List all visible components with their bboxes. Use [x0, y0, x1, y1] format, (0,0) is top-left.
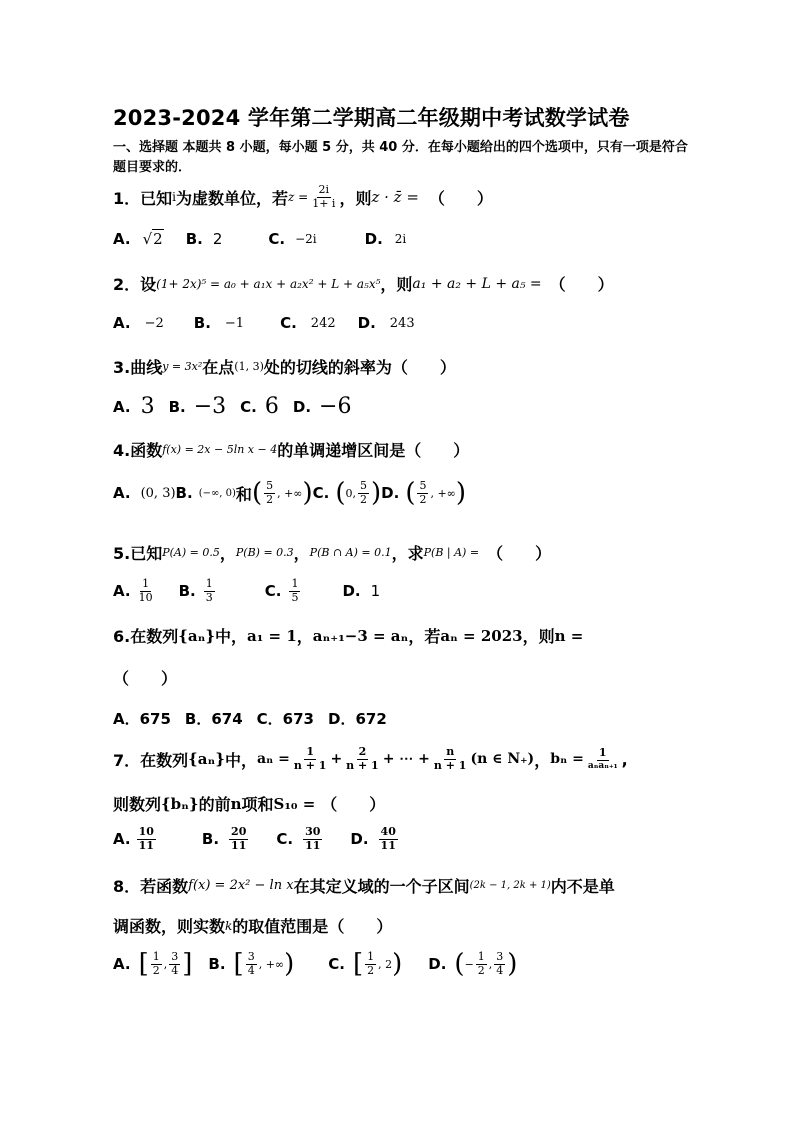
q8-option-a-lbracket: [	[138, 949, 149, 980]
q8-option-c-den: 2	[367, 963, 375, 977]
question-1	[113, 184, 493, 210]
q8-option-d-minus: −	[464, 957, 474, 971]
q8-option-b-den: 4	[247, 963, 255, 977]
q7-line2-a: 则数列	[113, 795, 162, 814]
q1-fraction-num: 2i	[318, 183, 330, 196]
exam-title: 2023-2024 学年第二学期高二年级期中考试数学试卷	[113, 106, 630, 130]
q3-option-d-label: D.	[292, 397, 312, 416]
q8-text2: 内不是单	[550, 877, 615, 896]
q7-plus: +	[330, 751, 343, 768]
q7-comma: ,	[621, 749, 628, 769]
q8-text1: 在其定义域的一个子区间	[293, 877, 470, 896]
q6-option-c: C．673	[256, 710, 314, 728]
q6-option-b: B．674	[184, 710, 243, 728]
q5-ask: P(B | A) =	[423, 546, 480, 559]
q6-text2: ，若	[408, 627, 441, 646]
q1-text1: 为虚数单位，若	[175, 188, 288, 208]
q1-lead: 1．已知	[113, 188, 173, 208]
section-instructions: 一、选择题 本题共 8 小题，每小题 5 分，共 40 分．在每小题给出的四个选项中，只有一项是符合题目要求的．	[113, 140, 688, 175]
q7-text1: 中，	[224, 750, 257, 770]
q7-frac3	[432, 746, 469, 772]
q3-text1: 在点	[202, 358, 235, 377]
q8-option-b-inf: , +∞	[258, 957, 285, 971]
q4-option-c-lparen: (	[335, 478, 346, 509]
q5-options	[113, 578, 380, 604]
q2-option-c: 242	[310, 315, 336, 331]
q4-option-c-left: 0,	[345, 486, 356, 500]
question-8	[113, 874, 615, 897]
q6-a1: a₁ = 1	[247, 626, 297, 645]
q5-option-c-label: C.	[264, 582, 282, 601]
q1-fraction-den: 1+ i	[312, 196, 336, 210]
q4-option-b-inf: , +∞	[277, 486, 303, 500]
q3-options	[113, 394, 351, 419]
q5-option-c-den: 5	[291, 590, 299, 604]
q7-option-b-den: 11	[231, 838, 247, 852]
q6-sep: ，	[296, 627, 313, 646]
question-3	[113, 355, 456, 378]
q2-blank: （ ）	[549, 275, 614, 294]
q1-option-b: 2	[212, 230, 223, 248]
q6-text3: ，则	[522, 627, 555, 646]
q2-option-a-label: A.	[113, 314, 131, 332]
q4-option-d-inf: , +∞	[430, 486, 456, 500]
q7-line2-b: 的前	[198, 795, 231, 814]
q1-fraction	[310, 184, 337, 210]
q8-option-d-den1: 2	[477, 963, 485, 977]
question-7	[113, 746, 628, 772]
q8-line2-a: 调函数，则实数	[113, 917, 226, 936]
q7-dots: + ⋯ +	[382, 751, 430, 768]
q7-option-a-den: 11	[138, 838, 154, 852]
q8-option-a-frac1	[151, 951, 162, 977]
q1-option-a-label: A.	[113, 230, 131, 248]
q7-option-a-label: A.	[113, 830, 131, 849]
q1-option-c-label: C.	[268, 230, 286, 248]
q5-option-b-label: B.	[178, 582, 196, 601]
q1-option-b-label: B.	[185, 230, 203, 248]
q8-option-b-num: 3	[247, 950, 255, 963]
q5-blank: （ ）	[487, 544, 552, 563]
q7-line2-c: 项和	[241, 795, 274, 814]
q5-option-d: 1	[370, 582, 381, 601]
q7-frac1-den: n + 1	[293, 758, 327, 772]
q7-frac4-num: 1	[598, 746, 607, 760]
q3-text2: 处的切线的斜率为	[263, 358, 392, 377]
q8-option-c-right: , 2	[378, 957, 393, 971]
q5-option-b-den: 3	[205, 590, 213, 604]
q7-bn: bₙ =	[550, 751, 584, 768]
q8-option-d-frac2	[494, 951, 505, 977]
q4-option-b-rparen: )	[302, 478, 313, 509]
q8-option-a-num1: 1	[152, 950, 160, 963]
q3-option-b: −3	[193, 394, 227, 419]
q5-option-a-label: A.	[113, 582, 131, 601]
q8-option-d-rparen: )	[507, 949, 518, 980]
q5-option-a-den: 10	[138, 590, 153, 604]
question-5	[113, 541, 551, 564]
q7-frac3-num: n	[446, 745, 455, 758]
q1-imag-unit: i	[172, 190, 176, 205]
q8-option-c-num: 1	[367, 950, 375, 963]
q3-blank: （ ）	[391, 358, 456, 377]
q7-option-a-num: 10	[138, 825, 154, 838]
q7-options	[113, 826, 400, 852]
q5-pa: P(A) = 0.5	[162, 546, 220, 559]
q7-option-c-den: 11	[305, 838, 321, 852]
q2-text1: ，则	[380, 275, 413, 294]
q8-option-c-rparen: )	[392, 949, 403, 980]
q7-option-c-frac	[303, 826, 322, 852]
q8-option-d-lparen: (	[454, 949, 465, 980]
q8-option-a-den1: 2	[152, 963, 160, 977]
q6-ask: n =	[554, 626, 584, 645]
q8-option-d-comma: ,	[488, 957, 493, 971]
q2-option-b: −1	[224, 315, 245, 331]
q8-option-b-lbracket: [	[233, 949, 244, 980]
question-4	[113, 438, 469, 461]
q7-s10: S₁₀ =	[273, 794, 316, 813]
q4-option-c-den: 2	[360, 492, 367, 506]
q8-option-d-label: D.	[428, 955, 447, 974]
q4-option-d-num: 5	[419, 479, 427, 492]
q3-option-d: −6	[319, 394, 352, 419]
q4-option-c-frac	[358, 480, 369, 506]
q8-lead: 8．若函数	[113, 877, 189, 896]
q1-expr: z · z̄ =	[371, 188, 419, 207]
q2-option-a: −2	[144, 315, 164, 331]
q8-option-d-num1: 1	[477, 950, 485, 963]
q7-frac4	[586, 747, 620, 771]
q6-blank-line	[113, 666, 177, 689]
q4-option-c-label: C.	[312, 484, 330, 503]
q4-option-b-label: B.	[175, 484, 193, 503]
q6-recurrence: aₙ₊₁−3 = aₙ	[312, 626, 409, 645]
q7-frac2-num: 2	[358, 745, 367, 758]
q6-options	[113, 708, 387, 729]
q5-option-b-frac	[204, 578, 215, 604]
q5-option-d-label: D.	[342, 582, 361, 601]
q2-option-b-label: B.	[193, 314, 211, 332]
q1-option-c: −2i	[295, 232, 317, 246]
q2-option-c-label: C.	[280, 314, 297, 332]
q7-option-c-label: C.	[276, 830, 294, 849]
q3-option-c-label: C.	[240, 397, 257, 416]
q4-option-d-frac	[417, 480, 428, 506]
q5-sep2: ，	[293, 544, 310, 563]
q7-option-a-frac	[137, 826, 156, 852]
q3-curve: y = 3x²	[162, 360, 203, 373]
q4-option-b-lparen: (	[251, 478, 263, 509]
q7-condition: (n ∈ N₊)	[470, 751, 535, 768]
q4-function: f(x) = 2x − 5ln x − 4	[162, 443, 278, 456]
q7-option-d-den: 11	[380, 838, 396, 852]
q1-text2: ，则	[339, 188, 372, 208]
q8-option-c-lbracket: [	[352, 949, 364, 980]
q7-option-b-label: B.	[201, 830, 220, 849]
q4-option-d-den: 2	[419, 492, 427, 506]
q3-option-a: 3	[140, 394, 155, 419]
q1-option-a-radicand: 2	[153, 230, 163, 248]
q5-option-a-frac	[137, 578, 155, 604]
q6-blank: （ ）	[113, 669, 178, 688]
question-2	[113, 272, 614, 295]
q7-option-d-label: D.	[350, 830, 369, 849]
q6-seq: {aₙ}	[178, 626, 216, 645]
q6-lead: 6.在数列	[113, 627, 179, 646]
q4-option-b-num: 5	[266, 479, 274, 492]
q8-option-a-den2: 4	[171, 963, 179, 977]
q8-option-a-num2: 3	[171, 950, 179, 963]
q2-option-d: 243	[389, 315, 415, 331]
q6-condition: aₙ = 2023	[440, 626, 523, 645]
q7-frac3-den: n + 1	[433, 758, 467, 772]
q7-option-c-num: 30	[305, 825, 321, 838]
q7-frac2	[344, 746, 381, 772]
q3-option-c: 6	[264, 394, 279, 419]
q6-option-a: A．675	[113, 710, 171, 728]
q4-option-b-and: 和	[235, 484, 252, 504]
q4-option-a-label: A.	[113, 484, 131, 503]
q8-function: f(x) = 2x² − ln x	[188, 878, 294, 893]
q8-option-b-label: B.	[208, 955, 226, 974]
q1-option-d: 2i	[394, 232, 407, 246]
q4-option-c-num: 5	[360, 479, 367, 492]
q2-lhs: (1+ 2x)⁵ = a₀ + a₁x + a₂x² + L + a₅x⁵	[156, 276, 381, 291]
question-7-line2	[113, 792, 385, 815]
q7-frac2-den: n + 1	[346, 758, 379, 772]
q5-sep1: ，	[219, 544, 236, 563]
q8-line2-b: 的取值范围是	[232, 917, 329, 936]
q1-option-a: √2	[142, 230, 163, 248]
q4-option-d-lparen: (	[405, 478, 416, 509]
q8-option-a-frac2	[169, 951, 180, 977]
q7-frac4-den: aₙaₙ₊₁	[587, 760, 618, 771]
q8-blank: （ ）	[328, 917, 393, 936]
q8-option-b-frac	[246, 951, 257, 977]
q7-an: aₙ =	[256, 751, 290, 768]
q1-z-eq: z =	[288, 190, 309, 205]
q8-option-c-label: C.	[328, 955, 345, 974]
q4-option-d-label: D.	[381, 484, 400, 503]
q8-option-d-den2: 4	[496, 963, 504, 977]
q7-option-b-frac	[229, 826, 248, 852]
q8-option-a-comma: ,	[163, 957, 168, 971]
q5-pab: P(B ∩ A) = 0.1	[309, 546, 392, 559]
q7-option-d-frac	[379, 826, 398, 852]
q5-option-c-num: 1	[291, 577, 299, 590]
q8-option-a-rbracket: ]	[182, 949, 193, 980]
q6-option-d: D．672	[328, 710, 387, 728]
q8-option-b-rparen: )	[284, 949, 295, 980]
q4-blank: （ ）	[405, 441, 470, 460]
q3-option-b-label: B.	[168, 397, 186, 416]
q7-option-b-num: 20	[231, 825, 247, 838]
q7-frac1-num: 1	[306, 745, 314, 758]
q2-option-d-label: D.	[357, 314, 376, 332]
q7-blank: （ ）	[321, 795, 386, 814]
q8-option-d-frac1	[476, 951, 487, 977]
q3-lead: 3.曲线	[113, 358, 163, 377]
q5-option-b-num: 1	[205, 577, 213, 590]
q3-option-a-label: A.	[113, 397, 131, 416]
q8-option-c-frac	[365, 951, 376, 977]
q7-option-d-num: 40	[380, 825, 396, 838]
q6-text1: 中，	[215, 627, 248, 646]
q8-interval: (2k − 1, 2k + 1)	[469, 880, 551, 891]
q3-point: (1, 3)	[234, 360, 264, 373]
q5-option-a-num: 1	[142, 577, 150, 590]
q5-text1: ，求	[391, 544, 424, 563]
q7-n: n	[230, 794, 242, 813]
question-6	[113, 624, 583, 647]
q4-option-c-rparen: )	[371, 478, 382, 509]
q4-option-b-frac	[264, 480, 275, 506]
q8-option-a-label: A.	[113, 955, 131, 974]
q7-lead: 7．在数列	[113, 750, 189, 770]
q4-option-a: (0, 3)	[140, 485, 176, 501]
q4-lead: 4.函数	[113, 441, 163, 460]
q8-option-d-num2: 3	[496, 950, 504, 963]
q7-seqb: {bₙ}	[161, 794, 199, 813]
q4-option-b-den: 2	[266, 492, 274, 506]
q2-rhs: a₁ + a₂ + L + a₅ =	[412, 275, 542, 292]
q4-option-b-part1: (−∞, 0)	[198, 487, 236, 499]
q5-lead: 5.已知	[113, 544, 163, 563]
q7-frac1	[292, 746, 329, 772]
q4-option-d-rparen: )	[455, 478, 466, 509]
q2-lead: 2．设	[113, 275, 157, 294]
q8-k: k	[225, 918, 233, 933]
q7-sep: ，	[534, 750, 551, 770]
q1-blank: （ ）	[428, 188, 493, 208]
q2-options	[113, 314, 415, 332]
q4-options	[113, 478, 466, 509]
q7-seq: {aₙ}	[188, 750, 225, 769]
question-8-line2	[113, 914, 392, 937]
q8-options	[113, 949, 518, 980]
q1-options	[113, 230, 406, 248]
q5-pb: P(B) = 0.3	[235, 546, 294, 559]
q1-option-d-label: D.	[364, 230, 383, 248]
q5-option-c-frac	[289, 578, 300, 604]
q4-text1: 的单调递增区间是	[277, 441, 406, 460]
